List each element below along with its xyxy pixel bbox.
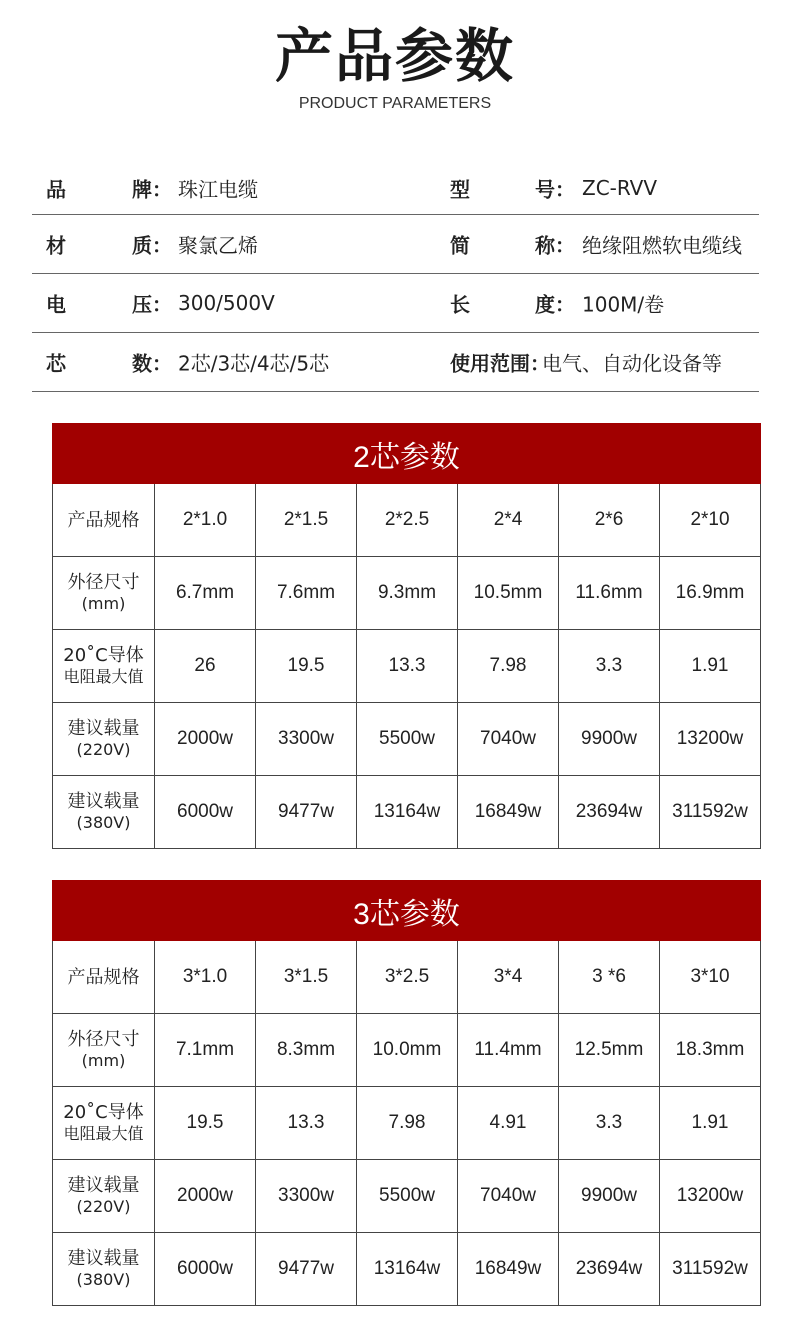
table-cell: 2*4: [458, 484, 559, 557]
spec-key: 芯: [46, 351, 66, 376]
table-cell: 4.91: [458, 1087, 559, 1160]
spec-key: 长: [450, 292, 470, 317]
table-cell: 9900w: [559, 703, 660, 776]
table-row: [53, 557, 761, 630]
table-cell: 7.98: [357, 1087, 458, 1160]
table-cell: 2000w: [155, 1160, 256, 1233]
table-row: [53, 1160, 761, 1233]
table-cell: 13164w: [357, 1233, 458, 1306]
table-cell: 7040w: [458, 703, 559, 776]
spec-key: 材: [46, 233, 66, 258]
table-cell: 3*2.5: [357, 941, 458, 1014]
table-cell: 13200w: [660, 1160, 761, 1233]
table-cell: 9900w: [559, 1160, 660, 1233]
spec-key: 称：: [535, 233, 575, 258]
table-cell: 6000w: [155, 776, 256, 849]
table-cell: 11.6mm: [559, 557, 660, 630]
table-cell: 23694w: [559, 776, 660, 849]
table-cell: 3*1.5: [256, 941, 357, 1014]
table-cell: 11.4mm: [458, 1014, 559, 1087]
params-table-2core: [52, 423, 761, 849]
table-cell: 3.3: [559, 630, 660, 703]
page-subtitle: PRODUCT PARAMETERS: [298, 95, 492, 112]
table-row: [53, 703, 761, 776]
table-cell: 3300w: [256, 703, 357, 776]
table-cell: 8.3mm: [256, 1014, 357, 1087]
table-cell: 12.5mm: [559, 1014, 660, 1087]
table-cell: 1.91: [660, 630, 761, 703]
table-cell: 3*10: [660, 941, 761, 1014]
spec-row-material: [32, 215, 759, 274]
table-cell: 9477w: [256, 1233, 357, 1306]
table-cell: 2*1.0: [155, 484, 256, 557]
row-label: 产品规格: [53, 941, 155, 1014]
row-label: 外径尺寸 (mm): [53, 557, 155, 630]
spec-key: 品: [46, 177, 66, 201]
table-cell: 9.3mm: [357, 557, 458, 630]
spec-value: ZC-RVV: [582, 175, 658, 200]
table-cell: 19.5: [155, 1087, 256, 1160]
spec-row-voltage: [32, 274, 759, 333]
table-cell: 23694w: [559, 1233, 660, 1306]
spec-key: 数：: [132, 351, 172, 376]
row-label: 建议载量 (380V): [53, 776, 155, 849]
table-cell: 19.5: [256, 630, 357, 703]
table-row: [53, 630, 761, 703]
table-cell: 311592w: [660, 776, 761, 849]
table-cell: 9477w: [256, 776, 357, 849]
table-row: [53, 941, 761, 1014]
table-cell: 2*6: [559, 484, 660, 557]
table-cell: 13.3: [256, 1087, 357, 1160]
spec-value: 珠江电缆: [178, 177, 258, 201]
row-label: 20˚C导体 电阻最大值: [53, 630, 155, 703]
row-label: 产品规格: [53, 484, 155, 557]
table-row: [53, 1087, 761, 1160]
spec-key: 使用范围：: [450, 351, 550, 376]
table-cell: 16.9mm: [660, 557, 761, 630]
table-cell: 6.7mm: [155, 557, 256, 630]
table-cell: 3.3: [559, 1087, 660, 1160]
table-title: 3芯参数: [53, 881, 761, 941]
table-cell: 10.5mm: [458, 557, 559, 630]
table-cell: 2*10: [660, 484, 761, 557]
table-cell: 7.98: [458, 630, 559, 703]
spec-key: 号：: [535, 177, 575, 201]
row-label: 建议载量 (220V): [53, 1160, 155, 1233]
table-cell: 5500w: [357, 703, 458, 776]
table-cell: 3*1.0: [155, 941, 256, 1014]
spec-value: 100M/卷: [582, 292, 665, 317]
spec-row-brand: [32, 161, 759, 215]
spec-key: 简: [450, 233, 470, 258]
table-cell: 16849w: [458, 1233, 559, 1306]
params-table-3core: [52, 880, 761, 1306]
table-cell: 2000w: [155, 703, 256, 776]
table-cell: 2*1.5: [256, 484, 357, 557]
table-cell: 26: [155, 630, 256, 703]
table-cell: 13.3: [357, 630, 458, 703]
table-cell: 2*2.5: [357, 484, 458, 557]
spec-value: 绝缘阻燃软电缆线: [582, 233, 742, 258]
spec-value: 聚氯乙烯: [178, 233, 258, 258]
table-cell: 3300w: [256, 1160, 357, 1233]
spec-value: 300/500V: [178, 291, 275, 315]
table-row: [53, 1014, 761, 1087]
spec-key: 质：: [132, 233, 172, 258]
table-cell: 3*4: [458, 941, 559, 1014]
spec-key: 电: [46, 292, 66, 317]
table-cell: 7.6mm: [256, 557, 357, 630]
row-label: 建议载量 (380V): [53, 1233, 155, 1306]
table-cell: 18.3mm: [660, 1014, 761, 1087]
page-title: 产品参数: [274, 22, 515, 90]
table-cell: 1.91: [660, 1087, 761, 1160]
table-cell: 10.0mm: [357, 1014, 458, 1087]
table-cell: 13164w: [357, 776, 458, 849]
row-label: 外径尺寸 (mm): [53, 1014, 155, 1087]
table-cell: 16849w: [458, 776, 559, 849]
table-row: [53, 484, 761, 557]
table-row: [53, 776, 761, 849]
spec-key: 压：: [132, 292, 172, 317]
table-row: [53, 1233, 761, 1306]
table-cell: 3 *6: [559, 941, 660, 1014]
table-cell: 5500w: [357, 1160, 458, 1233]
table-cell: 311592w: [660, 1233, 761, 1306]
spec-value: 电气、自动化设备等: [542, 351, 722, 376]
row-label: 建议载量 (220V): [53, 703, 155, 776]
table-cell: 7040w: [458, 1160, 559, 1233]
table-cell: 13200w: [660, 703, 761, 776]
spec-key: 牌：: [132, 177, 172, 201]
table-title: 2芯参数: [53, 424, 761, 484]
spec-list: [32, 161, 759, 392]
spec-row-cores: [32, 333, 759, 392]
spec-key: 型: [450, 177, 470, 201]
table-cell: 7.1mm: [155, 1014, 256, 1087]
spec-value: 2芯/3芯/4芯/5芯: [178, 351, 330, 376]
spec-key: 度：: [535, 292, 575, 317]
table-cell: 6000w: [155, 1233, 256, 1306]
row-label: 20˚C导体 电阻最大值: [53, 1087, 155, 1160]
